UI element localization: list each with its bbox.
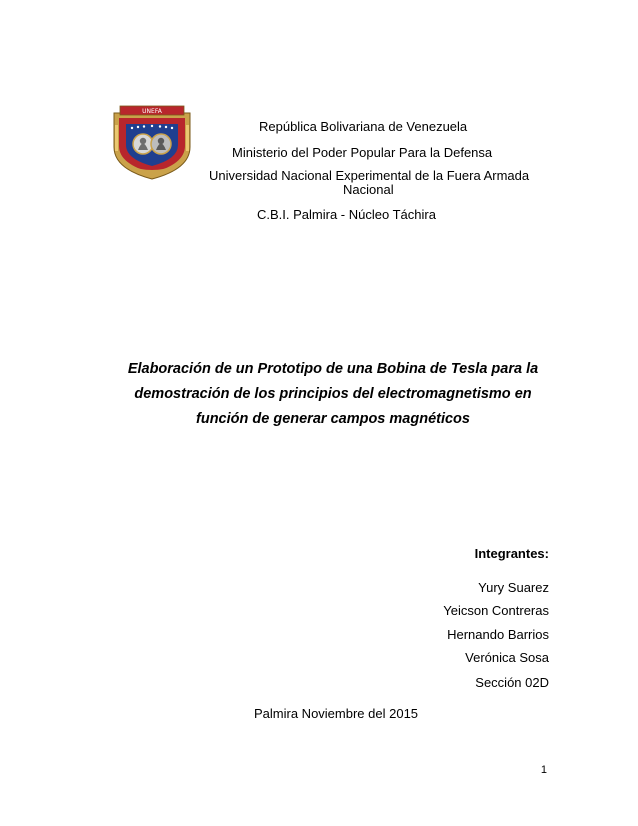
header-university-cont: Nacional [343, 182, 394, 197]
header-ministry: Ministerio del Poder Popular Para la Defensa [232, 145, 493, 160]
title-line-1: Elaboración de un Prototipo de una Bobina de Tesla para la [127, 361, 539, 377]
team-member: Hernando Barrios [447, 627, 549, 642]
team-member: Yury Suarez [478, 580, 549, 595]
header-university: Universidad Nacional Experimental de la Fuera Armada [209, 168, 530, 183]
title-line-2: demostración de los principios del electromagnetismo en [134, 386, 532, 402]
page-number: 1 [540, 764, 547, 776]
team-member: Verónica Sosa [465, 650, 549, 665]
team-heading: Integrantes: [474, 546, 549, 561]
place-date: Palmira Noviembre del 2015 [254, 706, 419, 721]
title-line-3: función de generar campos magnéticos [196, 411, 470, 427]
team-section: Sección 02D [475, 675, 549, 690]
university-crest-icon [106, 103, 198, 181]
team-member: Yeicson Contreras [443, 603, 549, 618]
header-campus: C.B.I. Palmira - Núcleo Táchira [257, 207, 436, 222]
crest-banner-text: UNEFA [142, 108, 162, 115]
header-republic: República Bolivariana de Venezuela [259, 119, 468, 134]
document-title [108, 357, 558, 432]
